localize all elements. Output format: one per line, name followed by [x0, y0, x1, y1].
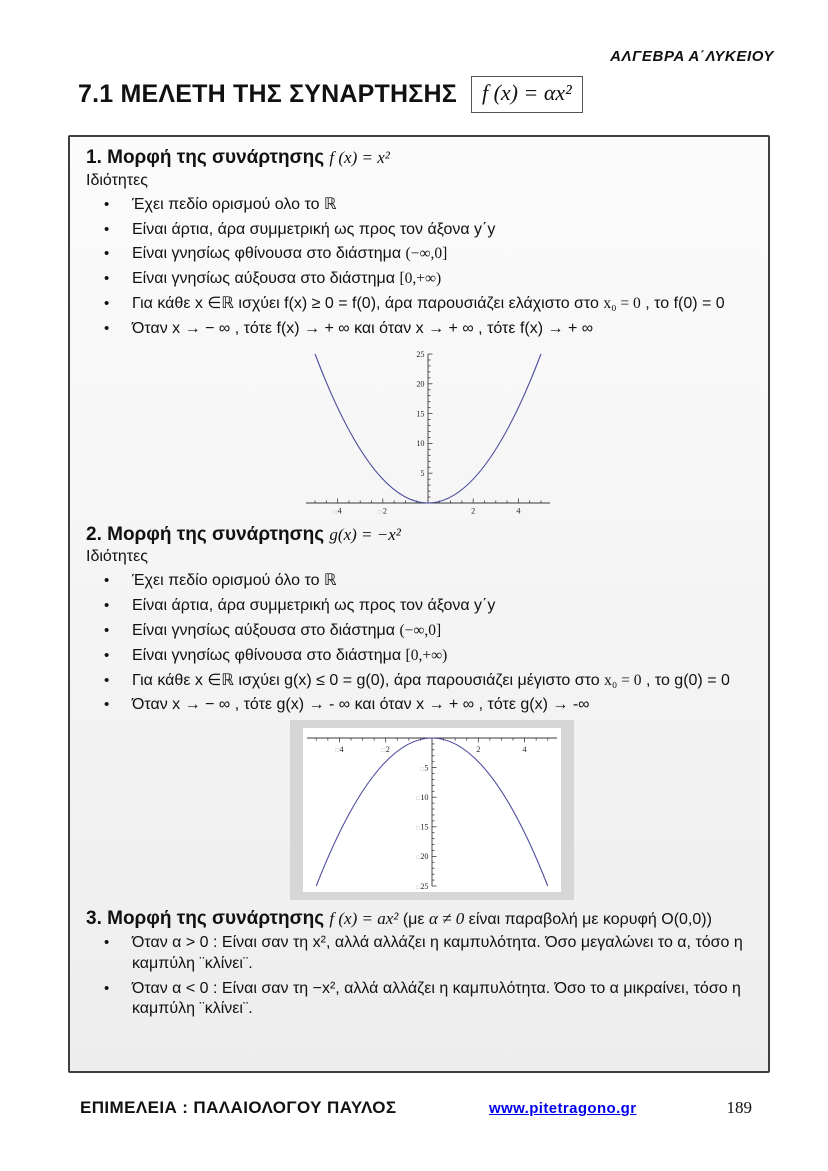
svg-text:10: 10 [416, 438, 425, 448]
math-fragment: x₀ = 0 [603, 294, 641, 312]
footer-credits: ΕΠΙΜΕΛΕΙΑ : ΠΑΛΑΙΟΛΟΓΟΥ ΠΑΥΛΟΣ [80, 1098, 397, 1117]
bullet-text [132, 671, 752, 692]
text-fragment: Όταν x → − ∞ , τότε g(x) → - ∞ και όταν x → + ∞ , τότε g(x) → -∞ [132, 696, 590, 714]
section-2 [86, 524, 752, 901]
svg-text:□20: □20 [416, 852, 429, 862]
list-item [96, 220, 752, 241]
svg-text:25: 25 [416, 349, 425, 359]
bullet-icon: • [104, 220, 110, 238]
text-fragment: , το g(0) = 0 [641, 671, 730, 689]
list-item [96, 695, 752, 716]
text-fragment: Είναι γνησίως φθίνουσα στο διάστημα [132, 245, 406, 263]
title-row [78, 76, 583, 113]
section-2-subheading: Ιδιότητες [86, 548, 148, 566]
svg-text:2: 2 [476, 745, 481, 755]
svg-text:□4: □4 [335, 745, 344, 755]
course-header: ΑΛΓΕΒΡΑ Α΄ΛΥΚΕΙΟΥ [610, 48, 774, 65]
section-3-heading [86, 908, 752, 931]
svg-text:20: 20 [416, 379, 425, 389]
text-fragment: 1. Μορφή της συνάρτησης [86, 147, 330, 168]
section-1-bullet-list [86, 195, 752, 340]
bullet-text [132, 596, 752, 617]
svg-text:□4: □4 [333, 506, 342, 516]
bullet-text [132, 979, 752, 1021]
page-title: 7.1 ΜΕΛΕΤΗ ΤΗΣ ΣΥΝΑΡΤΗΣΗΣ [78, 80, 457, 109]
bullet-icon: • [104, 671, 110, 689]
section-3 [86, 908, 752, 1020]
text-fragment: Είναι άρτια, άρα συμμετρική ως προς τον άξονα y΄y [132, 220, 496, 238]
text-fragment: Είναι άρτια, άρα συμμετρική ως προς τον άξονα y΄y [132, 597, 496, 615]
bullet-icon: • [104, 245, 110, 263]
plot-svg [303, 728, 561, 892]
text-fragment: Έχει πεδίο ορισμού όλο το ℝ [132, 572, 337, 590]
bullet-icon: • [104, 195, 110, 213]
math-fragment: f (x) = ax² [329, 909, 399, 929]
text-fragment: Όταν x → − ∞ , τότε f(x) → + ∞ και όταν x → + ∞ , τότε f(x) → + ∞ [132, 319, 594, 337]
list-item [96, 646, 752, 667]
math-fragment: g(x) = −x² [329, 524, 401, 544]
math-fragment: f (x) = x² [329, 148, 390, 167]
svg-text:□5: □5 [420, 763, 429, 773]
bullet-icon: • [104, 979, 110, 997]
footer-website-link[interactable]: www.pitetragono.gr [489, 1100, 637, 1117]
content-box [68, 135, 770, 1073]
text-fragment: Είναι γνησίως αύξουσα στο διάστημα [132, 621, 400, 639]
bullet-text [132, 646, 752, 667]
bullet-text [132, 695, 752, 716]
bullet-text [132, 294, 752, 315]
section-3-bullet-list [86, 933, 752, 1020]
section-1 [86, 147, 752, 516]
section-2-heading [86, 524, 752, 547]
svg-text:5: 5 [420, 468, 425, 478]
bullet-icon: • [104, 696, 110, 714]
bullet-text [132, 244, 752, 265]
text-fragment: Όταν α < 0 : Είναι σαν τη −x², αλλά αλλάζει η καμπυλότητα. Όσο το α μικραίνει, τόσο η καμπύλη ¨κλίνει¨. [132, 979, 741, 1018]
parabola-down-graph [303, 728, 561, 892]
bullet-icon: • [104, 933, 110, 951]
text-fragment: 2. Μορφή της συνάρτησης [86, 523, 330, 545]
svg-text:□15: □15 [416, 822, 429, 832]
bullet-text [132, 319, 752, 340]
math-fragment: [0,+∞) [405, 646, 448, 664]
math-fragment: α ≠ 0 [428, 909, 465, 929]
math-fragment: [0,+∞) [399, 270, 442, 288]
list-item [96, 979, 752, 1021]
bullet-icon: • [104, 621, 110, 639]
list-item [96, 269, 752, 290]
text-fragment: Για κάθε x ∈ℝ ισχύει g(x) ≤ 0 = g(0), άρα παρουσιάζει μέγιστο στο [132, 671, 605, 689]
title-formula-box: f (x) = αx² [471, 76, 583, 113]
bullet-icon: • [104, 646, 110, 664]
page-footer [0, 1098, 828, 1130]
bullet-text [132, 220, 752, 241]
svg-text:□2: □2 [381, 745, 390, 755]
footer-page-number: 189 [726, 1098, 752, 1117]
bullet-text [132, 571, 752, 592]
bullet-text [132, 269, 752, 290]
bullet-icon: • [104, 319, 110, 337]
parabola-down-graph-panel [290, 720, 574, 900]
list-item [96, 294, 752, 315]
svg-text:2: 2 [471, 506, 476, 516]
list-item [96, 671, 752, 692]
bullet-icon: • [104, 294, 110, 312]
text-fragment: Είναι γνησίως αύξουσα στο διάστημα [132, 270, 400, 288]
list-item [96, 319, 752, 340]
svg-text:□25: □25 [416, 881, 429, 891]
list-item [96, 596, 752, 617]
bullet-icon: • [104, 597, 110, 615]
section-1-heading [86, 147, 752, 170]
bullet-text [132, 621, 752, 642]
list-item [96, 933, 752, 975]
list-item [96, 621, 752, 642]
section-1-subheading: Ιδιότητες [86, 171, 148, 189]
list-item [96, 195, 752, 216]
plot-svg [302, 348, 554, 516]
text-fragment: είναι παραβολή με κορυφή O(0,0)) [464, 911, 712, 929]
text-fragment: 3. Μορφή της συνάρτησης [86, 908, 330, 930]
parabola-up-graph [302, 348, 554, 516]
svg-text:4: 4 [522, 745, 527, 755]
list-item [96, 244, 752, 265]
text-fragment: , το f(0) = 0 [640, 294, 725, 312]
list-item [96, 571, 752, 592]
svg-text:□2: □2 [378, 506, 387, 516]
math-fragment: (−∞,0] [399, 621, 442, 639]
bullet-text [132, 933, 752, 975]
svg-text:4: 4 [516, 506, 521, 516]
text-fragment: Είναι γνησίως φθίνουσα στο διάστημα [132, 646, 406, 664]
text-fragment: Έχει πεδίο ορισμού ολο το ℝ [132, 195, 337, 213]
bullet-icon: • [104, 270, 110, 288]
svg-text:□10: □10 [416, 793, 429, 803]
text-fragment: (με [398, 911, 429, 929]
bullet-text [132, 195, 752, 216]
text-fragment: Όταν α > 0 : Είναι σαν τη x², αλλά αλλάζει η καμπυλότητα. Όσο μεγαλώνει το α, τόσο η καμπύλη ¨κλίνει¨. [132, 933, 743, 972]
svg-text:15: 15 [416, 408, 425, 418]
math-fragment: x₀ = 0 [604, 671, 642, 689]
math-fragment: (−∞,0] [405, 245, 448, 263]
bullet-icon: • [104, 572, 110, 590]
section-2-bullet-list [86, 571, 752, 716]
text-fragment: Για κάθε x ∈ℝ ισχύει f(x) ≥ 0 = f(0), άρα παρουσιάζει ελάχιστο στο [132, 294, 604, 312]
